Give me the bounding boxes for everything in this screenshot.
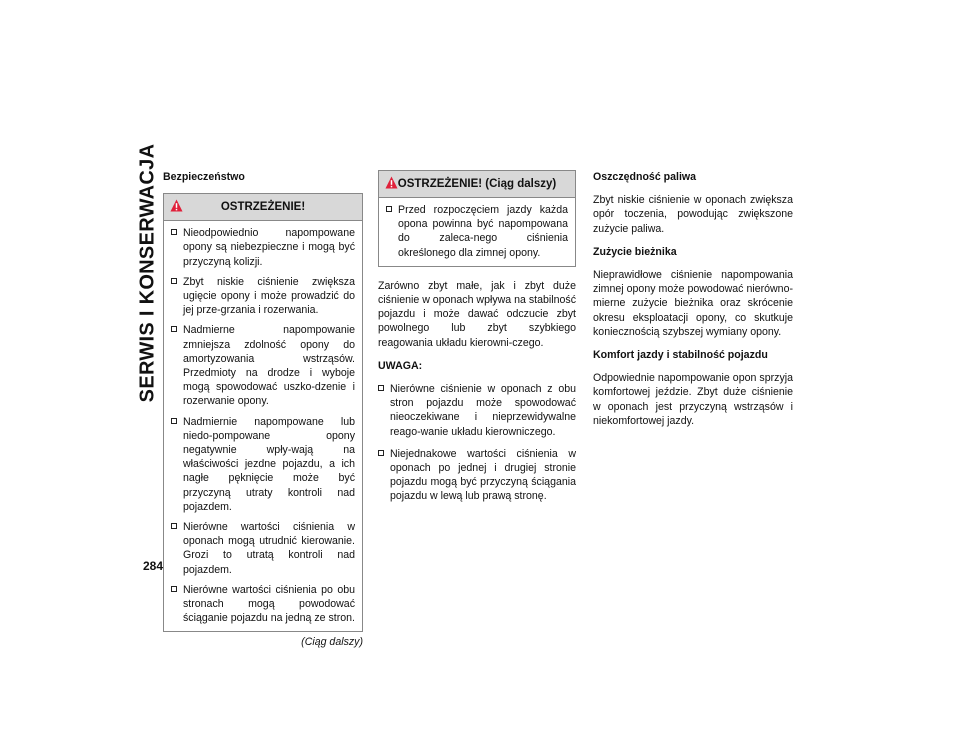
list-item: Zbyt niskie ciśnienie zwiększa ugięcie opony i może prowadzić do jej prze-grzania i rozerwania. xyxy=(171,275,355,318)
checkbox-bullet-icon xyxy=(171,523,177,529)
warning-title: OSTRZEŻENIE! (Ciąg dalszy) xyxy=(397,177,557,190)
checkbox-bullet-icon xyxy=(378,450,384,456)
warning-triangle-icon xyxy=(170,199,183,212)
list-item: Nierówne wartości ciśnienia w oponach mogą utrudnić kierowanie. Grozi to utratą kontroli nad pojazdem. xyxy=(171,520,355,577)
column-2 xyxy=(378,170,576,513)
checkbox-bullet-icon xyxy=(171,278,177,284)
section-text: Nieprawidłowe ciśnienie napompowania zimnej opony może powodować nierówno-mierne zużycie bieżnika oraz skrócenie okresu eksploatacji opony, co skutkuje koniecznością szybszej wymiany opony. xyxy=(593,269,793,338)
warning-list xyxy=(164,221,362,631)
section-heading: Oszczędność paliwa xyxy=(593,171,697,183)
checkbox-bullet-icon xyxy=(171,229,177,235)
section-text: Odpowiednie napompowanie opon sprzyja komfortowej jeździe. Zbyt duże ciśnienie w oponach jest przyczyną wstrząsów i niekomfortowej jazdy. xyxy=(593,372,793,427)
warning-list xyxy=(379,198,575,266)
list-item: Przed rozpoczęciem jazdy każda opona powinna być napompowana do zaleca-nego ciśnienia określonego dla zimnej opony. xyxy=(386,203,568,260)
list-item: Nadmierne napompowanie zmniejsza zdolność opony do amortyzowania wstrząsów. Przedmioty na drodze i wyboje mogą spowodować uszko-dzenie i rozerwanie opony. xyxy=(171,323,355,408)
page-number: 284 xyxy=(143,559,164,573)
warning-title: OSTRZEŻENIE! xyxy=(220,201,306,214)
section-text: Zbyt niskie ciśnienie w oponach zwiększa opór toczenia, powodując zwiększone zużycie paliwa. xyxy=(593,194,793,235)
checkbox-bullet-icon xyxy=(378,385,384,391)
column-3 xyxy=(593,170,793,437)
warning-box-continued xyxy=(378,170,576,267)
list-item: Nieodpowiednio napompowane opony są niebezpieczne i mogą być przyczyną kolizji. xyxy=(171,226,355,269)
continued-note: (Ciąg dalszy) xyxy=(301,636,363,649)
checkbox-bullet-icon xyxy=(171,586,177,592)
note-list xyxy=(378,382,576,504)
section-heading: Zużycie bieżnika xyxy=(593,245,677,258)
list-item: Nierówne ciśnienie w oponach z obu stron pojazdu może spowodować nieoczekiwane i nieprzewidywalne reago-wanie układu kierowniczego. xyxy=(378,382,576,439)
section-heading: Komfort jazdy i stabilność pojazdu xyxy=(593,349,768,362)
checkbox-bullet-icon xyxy=(171,418,177,424)
warning-box xyxy=(163,193,363,632)
safety-heading: Bezpieczeństwo xyxy=(163,171,245,183)
warning-header xyxy=(379,171,575,198)
note-label: UWAGA: xyxy=(378,359,423,372)
list-item: Niejednakowe wartości ciśnienia w oponach po jednej i drugiej stronie pojazdu mogą być przyczyną ściągania pojazdu w lewą lub prawą stronę. xyxy=(378,447,576,504)
warning-header xyxy=(164,194,362,221)
list-item: Nierówne wartości ciśnienia po obu stronach mogą powodować ściąganie pojazdu na jedną ze stron. xyxy=(171,583,355,626)
section-side-title-text: SERWIS I KONSERWACJA xyxy=(136,143,159,402)
warning-triangle-icon xyxy=(385,176,398,189)
checkbox-bullet-icon xyxy=(171,326,177,332)
checkbox-bullet-icon xyxy=(386,206,392,212)
list-item: Nadmiernie napompowane lub niedo-pompowane opony negatywnie wpły-wają na właściwości jezdne pojazdu, a ich nagłe pęknięcie może być przyczyną utraty kontroli nad pojazdem. xyxy=(171,415,355,514)
body-paragraph: Zarówno zbyt małe, jak i zbyt duże ciśnienie w oponach wpływa na stabilność pojazdu i może dawać odczucie zbyt powolnego lub zbyt szybkiego reagowania układu kierowni-czego. xyxy=(378,279,576,349)
column-1 xyxy=(163,170,363,650)
